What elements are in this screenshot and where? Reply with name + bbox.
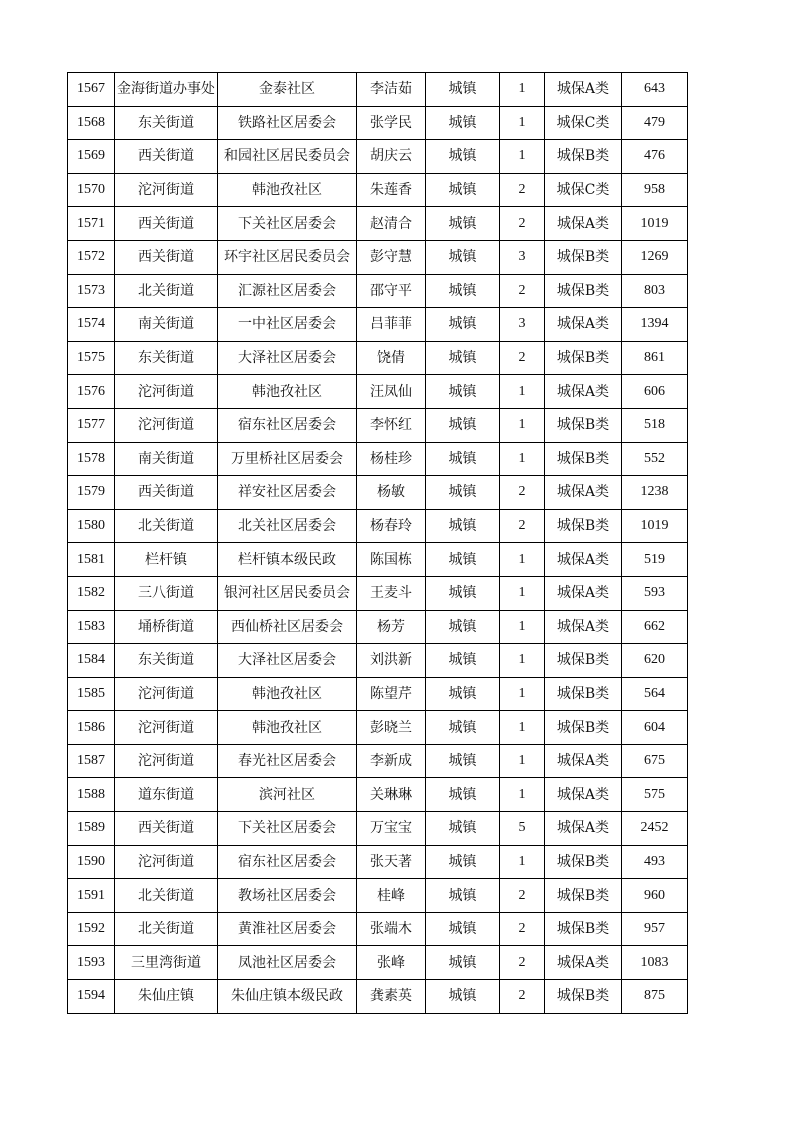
area-type-cell: 城镇 [426, 576, 500, 610]
row-id-cell: 1575 [68, 341, 115, 375]
row-id-cell: 1586 [68, 711, 115, 745]
subsidy-category-cell: 城保A类 [545, 476, 622, 510]
amount-cell: 519 [622, 543, 688, 577]
person-name-cell: 朱莲香 [357, 173, 426, 207]
street-office-cell: 栏杆镇 [115, 543, 218, 577]
community-cell: 和园社区居民委员会 [218, 140, 357, 174]
area-type-cell: 城镇 [426, 912, 500, 946]
area-type-cell: 城镇 [426, 677, 500, 711]
area-type-cell: 城镇 [426, 946, 500, 980]
community-cell: 栏杆镇本级民政 [218, 543, 357, 577]
household-count-cell: 1 [500, 644, 545, 678]
table-row [68, 644, 688, 678]
area-type-cell: 城镇 [426, 173, 500, 207]
area-type-cell: 城镇 [426, 644, 500, 678]
table-row [68, 744, 688, 778]
area-type-cell: 城镇 [426, 610, 500, 644]
row-id-cell: 1567 [68, 73, 115, 107]
subsidy-category-cell: 城保A类 [545, 576, 622, 610]
household-count-cell: 2 [500, 946, 545, 980]
person-name-cell: 杨春玲 [357, 509, 426, 543]
community-cell: 大泽社区居委会 [218, 341, 357, 375]
amount-cell: 620 [622, 644, 688, 678]
area-type-cell: 城镇 [426, 106, 500, 140]
street-office-cell: 北关街道 [115, 509, 218, 543]
person-name-cell: 张学民 [357, 106, 426, 140]
street-office-cell: 沱河街道 [115, 845, 218, 879]
row-id-cell: 1582 [68, 576, 115, 610]
person-name-cell: 龚素英 [357, 980, 426, 1014]
household-count-cell: 2 [500, 509, 545, 543]
row-id-cell: 1572 [68, 240, 115, 274]
person-name-cell: 杨桂珍 [357, 442, 426, 476]
table-row [68, 140, 688, 174]
area-type-cell: 城镇 [426, 980, 500, 1014]
street-office-cell: 北关街道 [115, 879, 218, 913]
subsidy-category-cell: 城保B类 [545, 240, 622, 274]
table-row [68, 946, 688, 980]
community-cell: 铁路社区居委会 [218, 106, 357, 140]
area-type-cell: 城镇 [426, 408, 500, 442]
area-type-cell: 城镇 [426, 509, 500, 543]
person-name-cell: 刘洪新 [357, 644, 426, 678]
community-cell: 滨河社区 [218, 778, 357, 812]
community-cell: 教场社区居委会 [218, 879, 357, 913]
street-office-cell: 沱河街道 [115, 408, 218, 442]
street-office-cell: 金海街道办事处 [115, 73, 218, 107]
community-cell: 一中社区居委会 [218, 308, 357, 342]
amount-cell: 643 [622, 73, 688, 107]
amount-cell: 960 [622, 879, 688, 913]
area-type-cell: 城镇 [426, 207, 500, 241]
area-type-cell: 城镇 [426, 308, 500, 342]
table-row [68, 912, 688, 946]
person-name-cell: 李新成 [357, 744, 426, 778]
household-count-cell: 1 [500, 442, 545, 476]
street-office-cell: 西关街道 [115, 140, 218, 174]
community-cell: 韩池孜社区 [218, 375, 357, 409]
subsidy-category-cell: 城保A类 [545, 610, 622, 644]
area-type-cell: 城镇 [426, 375, 500, 409]
table-row [68, 375, 688, 409]
table-row [68, 442, 688, 476]
street-office-cell: 朱仙庄镇 [115, 980, 218, 1014]
amount-cell: 1019 [622, 509, 688, 543]
household-count-cell: 1 [500, 106, 545, 140]
area-type-cell: 城镇 [426, 341, 500, 375]
community-cell: 朱仙庄镇本级民政 [218, 980, 357, 1014]
amount-cell: 606 [622, 375, 688, 409]
street-office-cell: 南关街道 [115, 308, 218, 342]
amount-cell: 1019 [622, 207, 688, 241]
person-name-cell: 万宝宝 [357, 812, 426, 846]
amount-cell: 476 [622, 140, 688, 174]
amount-cell: 518 [622, 408, 688, 442]
community-cell: 韩池孜社区 [218, 711, 357, 745]
row-id-cell: 1573 [68, 274, 115, 308]
amount-cell: 1083 [622, 946, 688, 980]
street-office-cell: 北关街道 [115, 274, 218, 308]
row-id-cell: 1574 [68, 308, 115, 342]
subsidy-category-cell: 城保B类 [545, 509, 622, 543]
community-cell: 万里桥社区居委会 [218, 442, 357, 476]
household-count-cell: 2 [500, 173, 545, 207]
area-type-cell: 城镇 [426, 240, 500, 274]
row-id-cell: 1579 [68, 476, 115, 510]
subsidy-category-cell: 城保B类 [545, 644, 622, 678]
subsidy-category-cell: 城保B类 [545, 980, 622, 1014]
row-id-cell: 1583 [68, 610, 115, 644]
household-count-cell: 1 [500, 73, 545, 107]
table-row [68, 610, 688, 644]
community-cell: 银河社区居民委员会 [218, 576, 357, 610]
street-office-cell: 西关街道 [115, 207, 218, 241]
row-id-cell: 1569 [68, 140, 115, 174]
amount-cell: 1394 [622, 308, 688, 342]
person-name-cell: 李怀红 [357, 408, 426, 442]
person-name-cell: 关琳琳 [357, 778, 426, 812]
community-cell: 环宇社区居民委员会 [218, 240, 357, 274]
amount-cell: 875 [622, 980, 688, 1014]
row-id-cell: 1590 [68, 845, 115, 879]
subsidy-category-cell: 城保B类 [545, 408, 622, 442]
household-count-cell: 2 [500, 980, 545, 1014]
table-row [68, 879, 688, 913]
person-name-cell: 汪凤仙 [357, 375, 426, 409]
area-type-cell: 城镇 [426, 476, 500, 510]
table-row [68, 812, 688, 846]
subsidy-category-cell: 城保A类 [545, 375, 622, 409]
street-office-cell: 三里湾街道 [115, 946, 218, 980]
person-name-cell: 王麦斗 [357, 576, 426, 610]
household-count-cell: 1 [500, 543, 545, 577]
area-type-cell: 城镇 [426, 879, 500, 913]
community-cell: 下关社区居委会 [218, 207, 357, 241]
community-cell: 宿东社区居委会 [218, 408, 357, 442]
household-count-cell: 1 [500, 744, 545, 778]
amount-cell: 2452 [622, 812, 688, 846]
amount-cell: 675 [622, 744, 688, 778]
community-cell: 韩池孜社区 [218, 677, 357, 711]
subsidy-category-cell: 城保A类 [545, 308, 622, 342]
street-office-cell: 南关街道 [115, 442, 218, 476]
table-row [68, 845, 688, 879]
community-cell: 北关社区居委会 [218, 509, 357, 543]
household-count-cell: 2 [500, 274, 545, 308]
household-count-cell: 2 [500, 912, 545, 946]
household-count-cell: 1 [500, 845, 545, 879]
community-cell: 金泰社区 [218, 73, 357, 107]
street-office-cell: 沱河街道 [115, 744, 218, 778]
table-row [68, 73, 688, 107]
person-name-cell: 张峰 [357, 946, 426, 980]
area-type-cell: 城镇 [426, 744, 500, 778]
street-office-cell: 沱河街道 [115, 711, 218, 745]
street-office-cell: 西关街道 [115, 812, 218, 846]
table-row [68, 308, 688, 342]
community-cell: 春光社区居委会 [218, 744, 357, 778]
household-count-cell: 1 [500, 408, 545, 442]
subsidy-category-cell: 城保A类 [545, 946, 622, 980]
row-id-cell: 1568 [68, 106, 115, 140]
street-office-cell: 沱河街道 [115, 173, 218, 207]
amount-cell: 552 [622, 442, 688, 476]
subsidy-category-cell: 城保B类 [545, 879, 622, 913]
subsidy-category-cell: 城保A类 [545, 543, 622, 577]
area-type-cell: 城镇 [426, 442, 500, 476]
amount-cell: 604 [622, 711, 688, 745]
row-id-cell: 1593 [68, 946, 115, 980]
table-row [68, 240, 688, 274]
household-count-cell: 3 [500, 308, 545, 342]
amount-cell: 861 [622, 341, 688, 375]
row-id-cell: 1576 [68, 375, 115, 409]
street-office-cell: 西关街道 [115, 240, 218, 274]
person-name-cell: 张端木 [357, 912, 426, 946]
street-office-cell: 东关街道 [115, 106, 218, 140]
person-name-cell: 饶倩 [357, 341, 426, 375]
beneficiary-table [67, 72, 688, 1014]
household-count-cell: 1 [500, 778, 545, 812]
area-type-cell: 城镇 [426, 812, 500, 846]
area-type-cell: 城镇 [426, 274, 500, 308]
area-type-cell: 城镇 [426, 73, 500, 107]
street-office-cell: 北关街道 [115, 912, 218, 946]
area-type-cell: 城镇 [426, 140, 500, 174]
household-count-cell: 2 [500, 207, 545, 241]
person-name-cell: 陈望芹 [357, 677, 426, 711]
table-row [68, 576, 688, 610]
street-office-cell: 西关街道 [115, 476, 218, 510]
person-name-cell: 桂峰 [357, 879, 426, 913]
row-id-cell: 1581 [68, 543, 115, 577]
person-name-cell: 邵守平 [357, 274, 426, 308]
community-cell: 大泽社区居委会 [218, 644, 357, 678]
subsidy-category-cell: 城保A类 [545, 812, 622, 846]
row-id-cell: 1592 [68, 912, 115, 946]
subsidy-category-cell: 城保B类 [545, 912, 622, 946]
table-row [68, 173, 688, 207]
subsidy-category-cell: 城保B类 [545, 845, 622, 879]
household-count-cell: 2 [500, 341, 545, 375]
table-row [68, 476, 688, 510]
table-row [68, 711, 688, 745]
amount-cell: 493 [622, 845, 688, 879]
subsidy-category-cell: 城保B类 [545, 274, 622, 308]
row-id-cell: 1580 [68, 509, 115, 543]
person-name-cell: 杨敏 [357, 476, 426, 510]
row-id-cell: 1571 [68, 207, 115, 241]
row-id-cell: 1584 [68, 644, 115, 678]
table-body [68, 73, 688, 1014]
subsidy-category-cell: 城保B类 [545, 677, 622, 711]
amount-cell: 957 [622, 912, 688, 946]
street-office-cell: 沱河街道 [115, 375, 218, 409]
area-type-cell: 城镇 [426, 543, 500, 577]
area-type-cell: 城镇 [426, 711, 500, 745]
street-office-cell: 三八街道 [115, 576, 218, 610]
row-id-cell: 1589 [68, 812, 115, 846]
community-cell: 宿东社区居委会 [218, 845, 357, 879]
household-count-cell: 1 [500, 576, 545, 610]
table-row [68, 408, 688, 442]
community-cell: 祥安社区居委会 [218, 476, 357, 510]
household-count-cell: 1 [500, 711, 545, 745]
amount-cell: 958 [622, 173, 688, 207]
row-id-cell: 1591 [68, 879, 115, 913]
community-cell: 西仙桥社区居委会 [218, 610, 357, 644]
household-count-cell: 1 [500, 140, 545, 174]
household-count-cell: 1 [500, 610, 545, 644]
amount-cell: 1238 [622, 476, 688, 510]
person-name-cell: 彭守慧 [357, 240, 426, 274]
amount-cell: 564 [622, 677, 688, 711]
street-office-cell: 东关街道 [115, 644, 218, 678]
household-count-cell: 1 [500, 677, 545, 711]
person-name-cell: 杨芳 [357, 610, 426, 644]
table-row [68, 778, 688, 812]
row-id-cell: 1570 [68, 173, 115, 207]
table-row [68, 677, 688, 711]
row-id-cell: 1578 [68, 442, 115, 476]
subsidy-category-cell: 城保B类 [545, 341, 622, 375]
row-id-cell: 1588 [68, 778, 115, 812]
person-name-cell: 吕菲菲 [357, 308, 426, 342]
table-row [68, 274, 688, 308]
row-id-cell: 1577 [68, 408, 115, 442]
subsidy-category-cell: 城保B类 [545, 711, 622, 745]
household-count-cell: 1 [500, 375, 545, 409]
community-cell: 凤池社区居委会 [218, 946, 357, 980]
person-name-cell: 李洁茹 [357, 73, 426, 107]
household-count-cell: 5 [500, 812, 545, 846]
amount-cell: 575 [622, 778, 688, 812]
street-office-cell: 沱河街道 [115, 677, 218, 711]
table-row [68, 980, 688, 1014]
amount-cell: 479 [622, 106, 688, 140]
subsidy-category-cell: 城保A类 [545, 778, 622, 812]
amount-cell: 662 [622, 610, 688, 644]
table-row [68, 543, 688, 577]
person-name-cell: 赵清合 [357, 207, 426, 241]
person-name-cell: 胡庆云 [357, 140, 426, 174]
table-row [68, 207, 688, 241]
table-row [68, 341, 688, 375]
person-name-cell: 彭晓兰 [357, 711, 426, 745]
area-type-cell: 城镇 [426, 778, 500, 812]
row-id-cell: 1594 [68, 980, 115, 1014]
person-name-cell: 张天著 [357, 845, 426, 879]
subsidy-category-cell: 城保C类 [545, 106, 622, 140]
community-cell: 黄淮社区居委会 [218, 912, 357, 946]
community-cell: 韩池孜社区 [218, 173, 357, 207]
table-row [68, 509, 688, 543]
area-type-cell: 城镇 [426, 845, 500, 879]
community-cell: 汇源社区居委会 [218, 274, 357, 308]
street-office-cell: 道东街道 [115, 778, 218, 812]
community-cell: 下关社区居委会 [218, 812, 357, 846]
row-id-cell: 1587 [68, 744, 115, 778]
subsidy-category-cell: 城保A类 [545, 73, 622, 107]
household-count-cell: 3 [500, 240, 545, 274]
subsidy-category-cell: 城保A类 [545, 207, 622, 241]
person-name-cell: 陈国栋 [357, 543, 426, 577]
household-count-cell: 2 [500, 476, 545, 510]
subsidy-category-cell: 城保A类 [545, 744, 622, 778]
street-office-cell: 埇桥街道 [115, 610, 218, 644]
subsidy-category-cell: 城保B类 [545, 442, 622, 476]
amount-cell: 803 [622, 274, 688, 308]
subsidy-category-cell: 城保C类 [545, 173, 622, 207]
amount-cell: 1269 [622, 240, 688, 274]
subsidy-category-cell: 城保B类 [545, 140, 622, 174]
household-count-cell: 2 [500, 879, 545, 913]
street-office-cell: 东关街道 [115, 341, 218, 375]
row-id-cell: 1585 [68, 677, 115, 711]
amount-cell: 593 [622, 576, 688, 610]
table-row [68, 106, 688, 140]
